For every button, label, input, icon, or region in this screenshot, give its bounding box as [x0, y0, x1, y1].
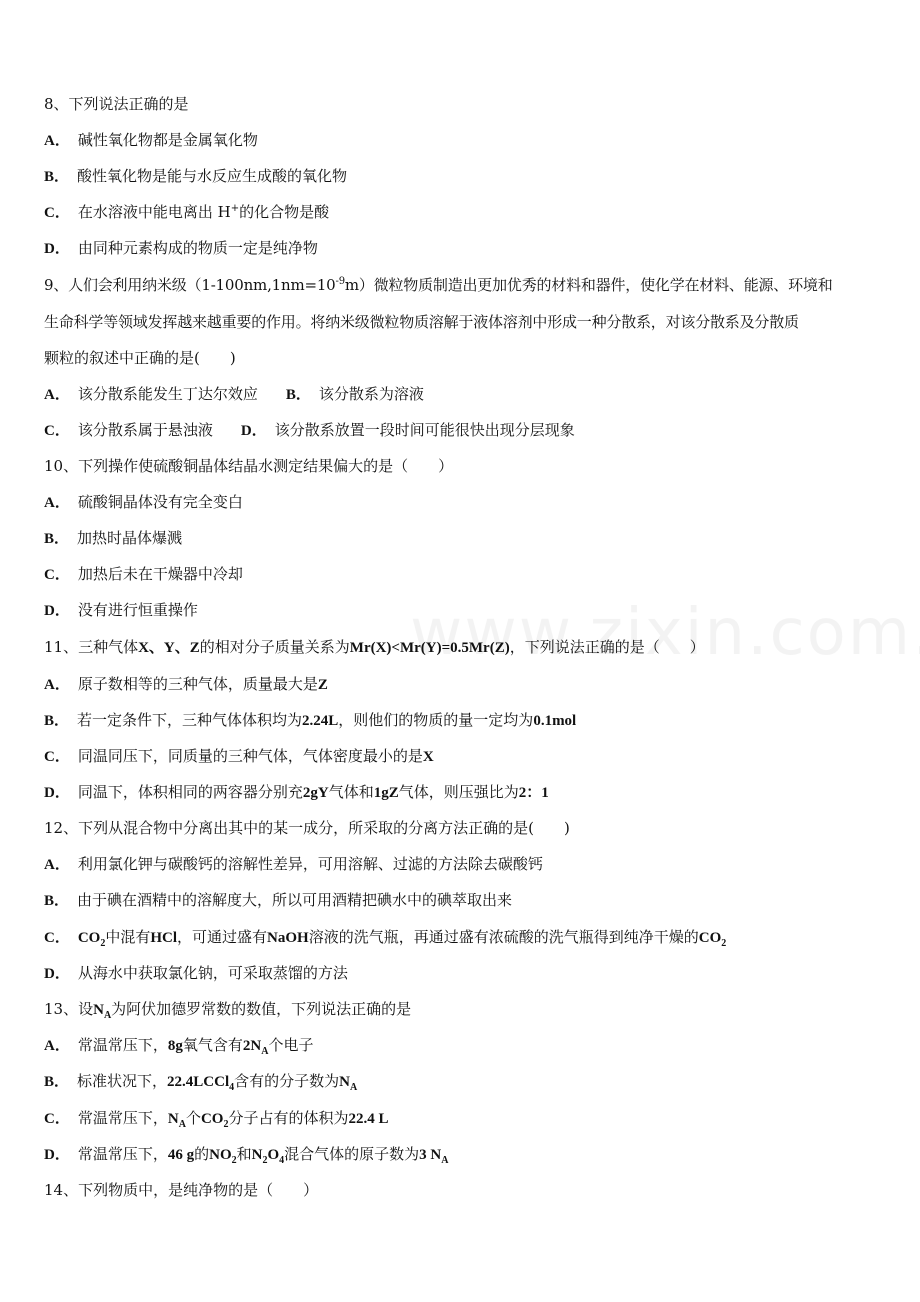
option-text: 个电子 — [268, 1036, 314, 1054]
q10-option-c — [44, 564, 880, 585]
option-text: CO — [698, 930, 722, 946]
option-text: 加热后未在干燥器中冷却 — [77, 565, 243, 583]
stem-text: 13、设 — [44, 1000, 94, 1018]
q11-option-d — [44, 782, 880, 803]
stem-text: X、Y、Z — [138, 640, 200, 656]
option-text: 常温常压下， — [77, 1145, 168, 1163]
stem-text: m）微粒物质制造出更加优秀的材料和器件，使化学在材料、能源、环境和 — [344, 276, 833, 294]
q9-stem-line1 — [44, 275, 880, 295]
option-text: 原子数相等的三种气体，质量最大是 — [77, 675, 318, 693]
option-label: B． — [44, 893, 70, 909]
q10-option-d — [44, 600, 880, 621]
option-text: 2gY — [302, 785, 329, 801]
option-text: 碱性氧化物都是金属氧化物 — [77, 131, 258, 149]
option-text: 的化合物是酸 — [239, 203, 330, 221]
subscript: 2 — [262, 1155, 268, 1166]
option-text: 3 N — [419, 1147, 442, 1163]
option-text: 溶液的洗气瓶，再通过盛有浓硫酸的洗气瓶得到纯净干燥的 — [308, 928, 699, 946]
option-text: 加热时晶体爆溅 — [77, 529, 183, 547]
stem-text: 的相对分子质量关系为 — [199, 638, 350, 656]
option-text: 2：1 — [518, 785, 549, 801]
subscript: A — [441, 1155, 449, 1166]
option-text: 46 g — [167, 1147, 195, 1163]
q11-option-a — [44, 674, 880, 695]
option-text: 2.24L — [302, 713, 339, 729]
q9-options-ab — [44, 384, 880, 405]
option-text: 若一定条件下，三种气体体积均为 — [77, 711, 303, 729]
option-text: ，可通过盛有 — [177, 928, 268, 946]
option-text: NO — [209, 1147, 232, 1163]
q13-option-c — [44, 1108, 880, 1129]
option-text: 的 — [194, 1145, 210, 1163]
option-label: B． — [44, 713, 70, 729]
option-label: C． — [44, 205, 70, 221]
stem-text: 11、三种气体 — [44, 638, 139, 656]
q10-option-b — [44, 528, 880, 549]
option-text: 混合气体的原子数为 — [284, 1145, 420, 1163]
option-label: C． — [44, 423, 70, 439]
q13-stem — [44, 999, 880, 1020]
option-text: 该分散系放置一段时间可能很快出现分层现象 — [274, 421, 575, 439]
option-text: 酸性氧化物是能与水反应生成酸的氧化物 — [77, 167, 348, 185]
subscript: 2 — [100, 938, 106, 949]
option-label: D． — [44, 1147, 70, 1163]
subscript: A — [261, 1046, 269, 1057]
subscript: 4 — [279, 1155, 285, 1166]
option-text: 中混有 — [105, 928, 151, 946]
subscript: 2 — [223, 1119, 229, 1130]
stem-text: 9、人们会利用纳米级（1-100nm,1nm=10 — [44, 276, 336, 294]
option-label: B． — [44, 169, 70, 185]
option-label: D． — [44, 241, 70, 257]
option-text: 1gZ — [373, 785, 399, 801]
q9-options-cd — [44, 420, 880, 441]
q13-option-b — [44, 1071, 880, 1092]
option-label: B． — [285, 387, 311, 403]
option-label: A． — [44, 495, 70, 511]
option-text: 在水溶液中能电离出 H — [77, 203, 231, 221]
q12-option-b — [44, 890, 880, 911]
option-text: 该分散系为溶液 — [318, 385, 424, 403]
option-label: B． — [44, 531, 70, 547]
q11-option-b — [44, 710, 880, 731]
subscript: 4 — [229, 1082, 235, 1093]
option-text: HCl — [150, 930, 178, 946]
option-text: 没有进行恒重操作 — [77, 601, 198, 619]
option-label: D． — [44, 785, 70, 801]
q12-stem: 12、下列从混合物中分离出其中的某一成分，所采取的分离方法正确的是( ) — [44, 819, 570, 837]
option-label: C． — [44, 930, 70, 946]
option-text: O — [267, 1147, 280, 1163]
option-text: 常温常压下， — [77, 1109, 168, 1127]
option-text: N — [167, 1111, 179, 1127]
superscript: -9 — [335, 276, 345, 287]
option-text: 硫酸铜晶体没有完全变白 — [77, 493, 243, 511]
stem-text: ，下列说法正确的是（ ） — [509, 638, 705, 656]
option-label: C． — [44, 567, 70, 583]
option-text: 氧气含有 — [182, 1036, 243, 1054]
option-text: 该分散系属于悬浊液 — [77, 421, 213, 439]
option-text: 0.1mol — [533, 713, 577, 729]
option-label: D． — [44, 603, 70, 619]
option-text: X — [422, 749, 434, 765]
q12-option-c — [44, 927, 880, 948]
option-text: N — [339, 1074, 350, 1090]
superscript: + — [230, 203, 240, 214]
option-text: 利用氯化钾与碳酸钙的溶解性差异，可用溶解、过滤的方法除去碳酸钙 — [77, 855, 543, 873]
option-text: 气体和 — [328, 783, 374, 801]
subscript: 2 — [721, 938, 727, 949]
q13-option-d — [44, 1144, 880, 1165]
q9-stem-line2: 生命科学等领域发挥越来越重要的作用。将纳米级微粒物质溶解于液体溶剂中形成一种分散系，对该分散系及分散质 — [44, 313, 799, 331]
option-label: D． — [44, 966, 70, 982]
q8-stem: 8、下列说法正确的是 — [44, 95, 189, 113]
option-label: C． — [44, 749, 70, 765]
subscript: 2 — [231, 1155, 237, 1166]
q8-option-a — [44, 130, 880, 151]
option-text: 同温下，体积相同的两容器分别充 — [77, 783, 303, 801]
option-text: 2N — [242, 1038, 262, 1054]
q12-option-d — [44, 963, 880, 984]
stem-text: Mr(X)<Mr(Y)=0.5Mr(Z) — [349, 640, 510, 656]
option-label: A． — [44, 677, 70, 693]
option-text: 该分散系能发生丁达尔效应 — [77, 385, 258, 403]
q14-stem: 14、下列物质中，是纯净物的是（ ） — [44, 1181, 319, 1199]
stem-text: N — [93, 1002, 104, 1018]
option-label: A． — [44, 133, 70, 149]
option-text: 由同种元素构成的物质一定是纯净物 — [77, 239, 318, 257]
option-text: 气体，则压强比为 — [398, 783, 519, 801]
option-text: 从海水中获取氯化钠，可采取蒸馏的方法 — [77, 964, 348, 982]
option-label: B． — [44, 1074, 70, 1090]
q9-stem-line3: 颗粒的叙述中正确的是( ) — [44, 349, 236, 367]
q8-option-d — [44, 238, 880, 259]
q10-option-a — [44, 492, 880, 513]
subscript: A — [178, 1119, 186, 1130]
subscript: A — [103, 1010, 112, 1021]
option-text: 同温同压下，同质量的三种气体，气体密度最小的是 — [77, 747, 423, 765]
q12-option-a — [44, 854, 880, 875]
option-text: 22.4 L — [348, 1111, 389, 1127]
q8-option-b — [44, 166, 880, 187]
option-text: 个 — [185, 1109, 201, 1127]
option-text: 由于碘在酒精中的溶解度大，所以可用酒精把碘水中的碘萃取出来 — [77, 891, 513, 909]
option-text: 含有的分子数为 — [234, 1072, 340, 1090]
q10-stem: 10、下列操作使硫酸铜晶体结晶水测定结果偏大的是（ ） — [44, 457, 454, 475]
option-label: D． — [240, 423, 267, 439]
q11-option-c — [44, 746, 880, 767]
option-label: C． — [44, 1111, 70, 1127]
option-text: 标准状况下， — [77, 1072, 168, 1090]
option-text: CO — [200, 1111, 224, 1127]
option-text: 22.4LCCl — [167, 1074, 230, 1090]
q8-option-c — [44, 202, 880, 223]
subscript: A — [349, 1082, 358, 1093]
stem-text: 为阿伏加德罗常数的数值，下列说法正确的是 — [111, 1000, 412, 1018]
option-label: A． — [44, 857, 70, 873]
option-text: 和 — [236, 1145, 252, 1163]
option-text: 常温常压下， — [77, 1036, 168, 1054]
option-text: Z — [317, 677, 328, 693]
option-text: 8g — [167, 1038, 183, 1054]
option-label: A． — [44, 1038, 70, 1054]
option-text: ，则他们的物质的量一定均为 — [338, 711, 534, 729]
option-text: NaOH — [267, 930, 309, 946]
q13-option-a — [44, 1035, 880, 1056]
option-text: 分子占有的体积为 — [228, 1109, 349, 1127]
option-text: CO — [77, 930, 101, 946]
q11-stem — [44, 637, 880, 658]
option-text: N — [251, 1147, 263, 1163]
option-label: A． — [44, 387, 70, 403]
